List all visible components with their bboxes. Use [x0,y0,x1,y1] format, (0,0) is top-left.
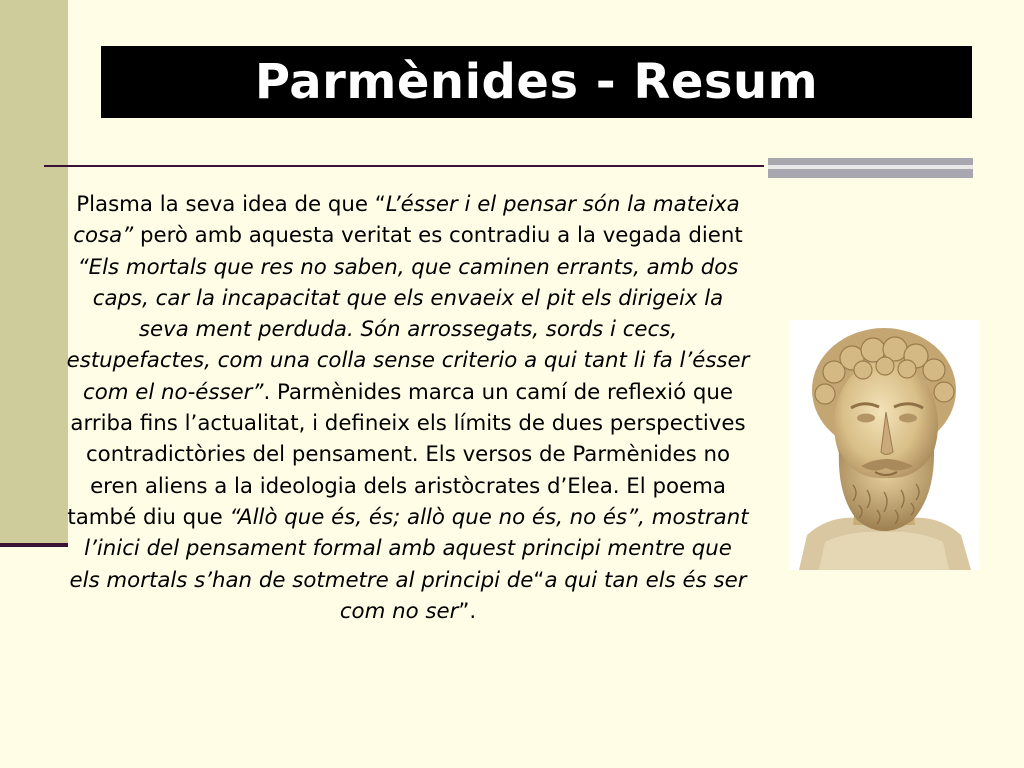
title-divider-line [44,165,764,167]
slide-title: Parmènides - Resum [254,54,819,110]
body-text-3: . Parmènides marca un camí de reflexió que arriba fins l’actualitat, i defineix els límits de dues perspectives contradictòries del pensament. Els versos de Parmènides no eren aliens a la ideologia dels aristòcrates d’Elea. El poema també diu que [67,379,746,530]
body-paragraph [66,189,750,627]
bust-illustration [789,320,979,570]
quote-2: “Els mortals que res no saben, que caminen errants, amb dos caps, car la incapacitat que els envaeix el pit els dirigeix la seva ment perduda. Són arrossegats, sords i cecs, estupefactes, com una colla sense criterio a qui tant li fa l’ésser com el no-ésser” [66,254,750,405]
quote-4: a qui tan els és ser com no ser [339,567,747,624]
left-accent-rule [0,543,68,547]
quote-1: L’ésser i el pensar són la mateixa cosa” [73,192,740,249]
body-text-1: Plasma la seva idea de que “ [76,192,386,217]
slide-body [66,189,750,627]
parmenides-bust-image [789,320,979,570]
left-decorative-band [0,0,68,545]
body-text-5: ”. [458,598,477,624]
body-text-2: però amb aquesta veritat es contradiu a la vegada dient [133,223,743,249]
body-text-4: “ [533,567,545,593]
quote-3: “Allò que és, és; allò que no és, no és”, mostrant l’inici del pensament formal amb aquest principi mentre que els mortals s’han de sotmetre al principi de [69,504,749,593]
title-banner [101,46,972,118]
title-divider-bar [768,158,973,178]
